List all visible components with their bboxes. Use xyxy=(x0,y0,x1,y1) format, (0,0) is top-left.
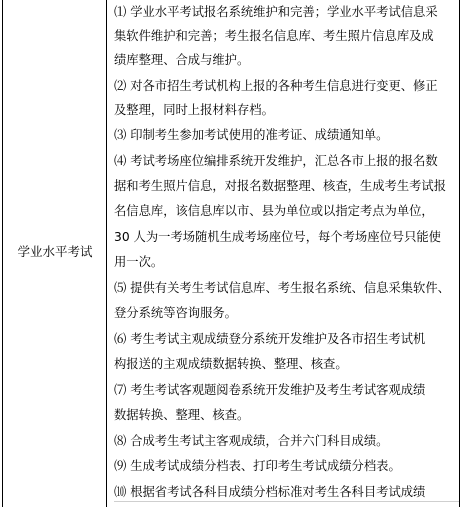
duty-line: ⑹ 考生考试主观成绩登分系统开发维护及各市招生考试机 xyxy=(114,332,426,346)
duty-line: ⑶ 印制考生参加考试使用的准考证、成绩通知单。 xyxy=(114,128,389,142)
duty-line: ⑼ 生成考试成绩分档表、打印考生考试成绩分档表。 xyxy=(114,459,401,473)
duty-line: ⑷ 考试考场座位编排系统开发维护，汇总各市上报的报名数 xyxy=(114,154,438,168)
duty-line: ⑸ 提供有关考生考试信息库、考生报名系统、信息采集软件、 xyxy=(114,281,450,295)
duty-line: 用一次。 xyxy=(114,255,164,269)
duty-line: 集软件维护和完善；考生报名信息库、考生照片信息库及成 xyxy=(114,29,434,43)
subject-cell xyxy=(3,0,107,507)
duty-line: ⑵ 对各市招生考试机构上报的各种考生信息进行变更、修正 xyxy=(114,79,438,93)
duty-line: 数据转换、整理、核查。 xyxy=(114,408,250,422)
row-divider xyxy=(114,501,459,502)
duty-line: 据和考生照片信息，对报名数据整理、核查，生成考生考试报 xyxy=(114,179,447,193)
duty-line: ⑽ 根据省考试各科目成绩分档标准对考生各科目考试成绩 xyxy=(114,485,426,499)
duty-line: ⑻ 合成考生考试主客观成绩，合并六门科目成绩。 xyxy=(114,434,389,448)
duty-line: 及整理，同时上报材料存档。 xyxy=(114,103,274,117)
duty-line: ⑴ 学业水平考试报名系统维护和完善；学业水平考试信息采 xyxy=(114,5,438,19)
duties-table xyxy=(2,0,460,507)
subject-label: 学业水平考试 xyxy=(17,244,93,259)
duty-line: ⑺ 考生考试客观题阅卷系统开发维护及考生考试客观成绩 xyxy=(114,383,426,397)
duty-line: 绩库整理、合成与维护。 xyxy=(114,53,250,67)
duties-cell xyxy=(114,0,459,507)
duty-line: 登分系统等咨询服务。 xyxy=(114,306,237,320)
duty-line: 名信息库，该信息库以市、县为单位或以指定考点为单位， xyxy=(114,204,434,218)
duty-line: 30 人为一考场随机生成考场座位号，每个考场座位号只能使 xyxy=(114,230,441,244)
duty-line: 构报送的主观成绩数据转换、整理、核查。 xyxy=(114,357,348,371)
